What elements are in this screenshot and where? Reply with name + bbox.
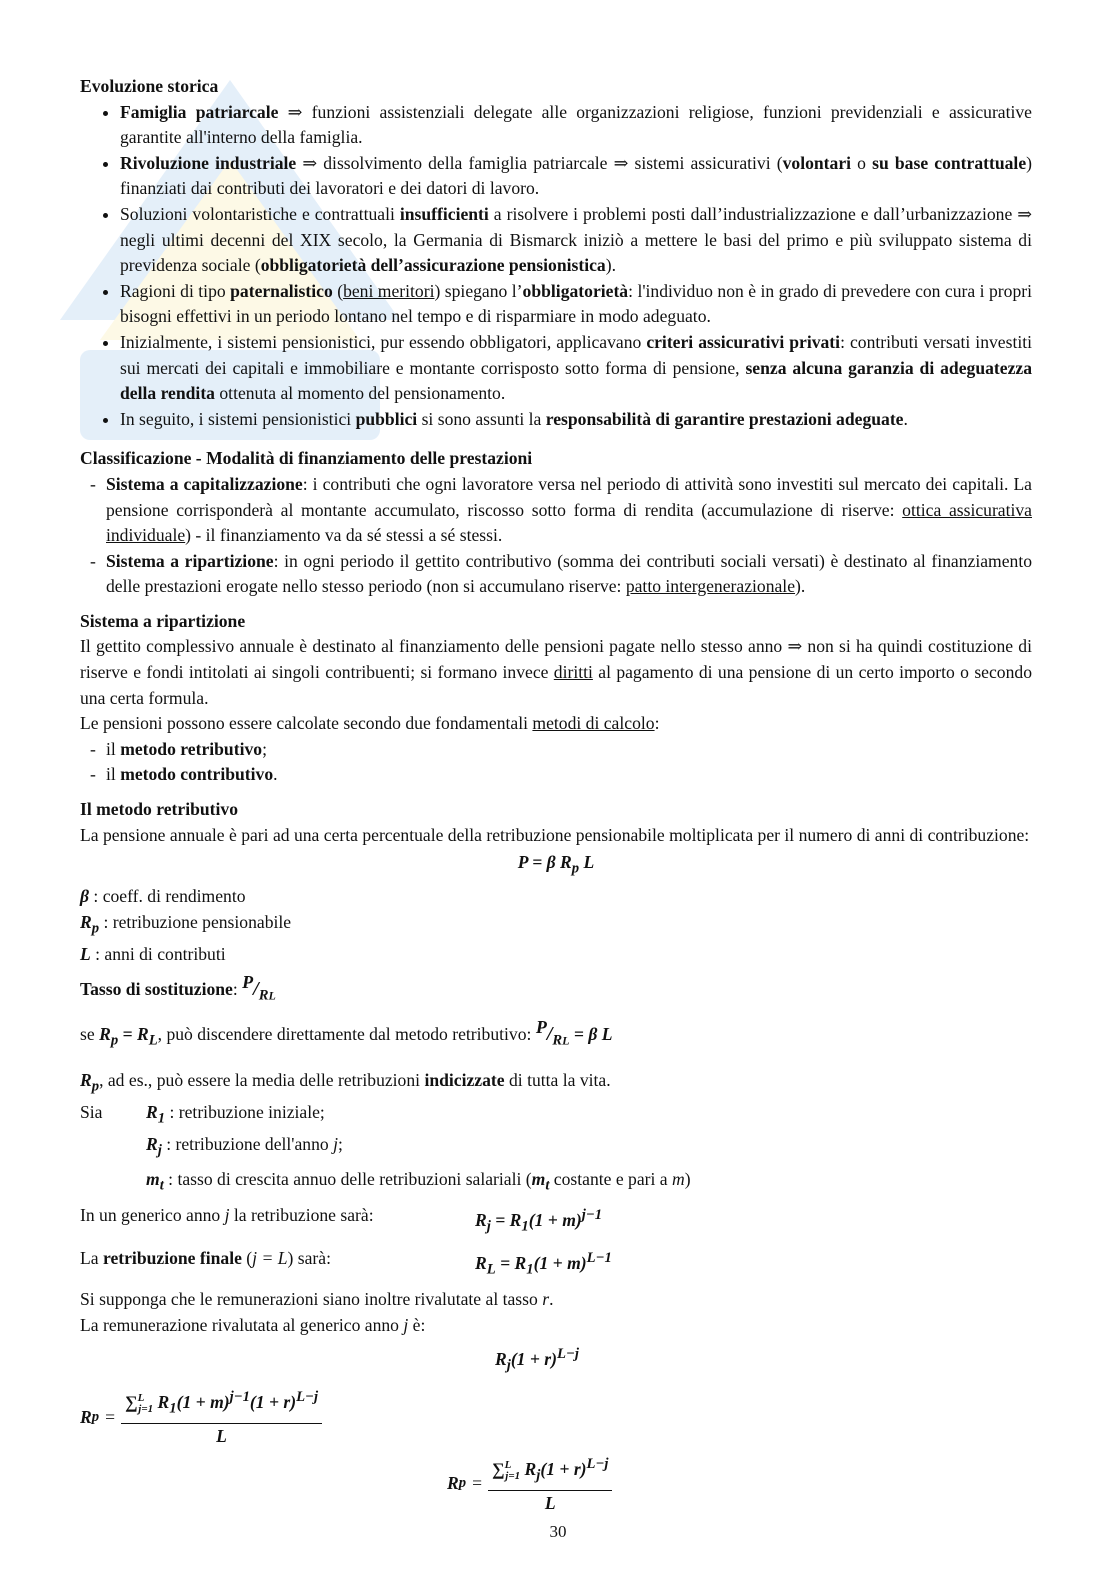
document-body — [80, 74, 1032, 1516]
fraction: $\frac{\sum^L_{j=1} R_1(1 + m)^{j-1}(1 + r)^{L-j}}{L}$ — [121, 1385, 322, 1450]
list-item: - Sistema a ripartizione: in ogni periodo il gettito contributivo (somma dei contributi sociali versati) è destinato al finanziamento delle prestazioni erogate nello stesso periodo (non si accumulano riserve: patto intergenerazionale). — [90, 550, 1033, 597]
section-title-ripartizione: Sistema a ripartizione — [80, 610, 246, 631]
paragraph-rivalutazione: Si supponga che le remunerazioni siano inoltre rivalutate al tasso r. — [80, 1288, 554, 1309]
list-item: - il metodo retributivo; — [90, 738, 267, 759]
list-item: • Ragioni di tipo paternalistico (beni meritori) spiegano l’obbligatorietà: l'individuo non è in grado di prevedere con cura i propri bisogni effettivi in un periodo lontano nel tempo e di risparmiare in modo adeguato. — [120, 279, 1032, 330]
list-item: - il metodo contributivo. — [90, 764, 278, 785]
generico-text: In un generico anno j la retribuzione sarà: — [80, 1205, 374, 1225]
paragraph-intro: La pensione annuale è pari ad una certa percentuale della retribuzione pensionabile moltiplicata per il numero di anni di contribuzione: — [80, 824, 1030, 845]
dash-list-classificazione — [80, 472, 1032, 600]
sia-label: Sia — [80, 1101, 103, 1122]
finale-text: La retribuzione finale (j = L) sarà: — [80, 1247, 331, 1268]
definition-rj: $R_j$ : retribuzione dell'anno j; — [146, 1133, 343, 1159]
bullet-list-evoluzione — [80, 100, 1032, 433]
list-item: - Sistema a capitalizzazione: i contributi che ogni lavoratore versa nel periodo di attività sono investiti sul mercato dei capitali. La pensione corrisponderà al montante accumulato, riscosso sotto forma di rendita (accumulazione di riserve: ottica assicurativa individuale) - il finanziamento va da sé stessi a sé stessi. — [90, 473, 1032, 546]
section-title-metodo-retributivo: Il metodo retributivo — [80, 799, 239, 820]
generico-row — [80, 1203, 1032, 1240]
list-item: • Inizialmente, i sistemi pensionistici, pur essendo obbligatori, applicavano criteri assicurativi privati: contributi versati investiti sui mercati dei capitali e immobiliare e montante corrisposto sotto forma di pensione, senza alcuna garanzia di adeguatezza della rendita ottenuta al momento del pensionamento. — [120, 330, 1032, 407]
list-item: • In seguito, i sistemi pensionistici pubblici si sono assunti la responsabilità di garantire prestazioni adeguate. — [120, 407, 1032, 433]
fraction: $\frac{\sum^L_{j=1} R_j(1 + r)^{L-j}}{L}$ — [488, 1452, 612, 1517]
page-number: 30 — [549, 1522, 567, 1541]
definition-l: L : anni di contributi — [80, 944, 226, 965]
equation-rp-full: R p = $\frac{\sum^L_{j=1} R_1(1 + m)^{j-1}(1 + r)^{L-j}}{L}$ — [80, 1385, 1032, 1450]
equation-rp-compact: R p = $\frac{\sum^L_{j=1} R_j(1 + r)^{L-j}}{L}$ — [447, 1452, 1032, 1517]
section-title-classificazione: Classificazione - Modalità di finanziamento delle prestazioni — [80, 448, 533, 469]
paragraph-rivalutata: La remunerazione rivalutata al generico anno j è: — [80, 1314, 426, 1335]
dash-list-metodi — [80, 737, 1032, 788]
finale-row — [80, 1246, 1032, 1283]
definition-r1: $R_1$ : retribuzione iniziale; — [146, 1101, 325, 1127]
paragraph-ripartizione: Il gettito complessivo annuale è destinato al finanziamento delle pensioni pagate nello stesso anno ⇒ non si ha quindi costituzione di riserve e fondi intitolati ai singoli contribuenti; si formano invece diritti al pagamento di una pensione di un certo importo o secondo una certa formula. — [80, 636, 1032, 708]
sia-definitions — [80, 1100, 1032, 1199]
definition-beta: β : coeff. di rendimento — [80, 886, 246, 907]
se-rp-rl: se $R_p = R_L$, può discendere direttamente dal metodo retributivo: $^P/_{RL} = \beta$ L — [80, 1016, 613, 1048]
paragraph-media: $R_p$, ad es., può essere la media delle retribuzioni indicizzate di tutta la vita. — [80, 1069, 611, 1095]
list-item: • Famiglia patriarcale ⇒ funzioni assistenziali delegate alle organizzazioni religiose, funzioni previdenziali e assicurative garantite all'interno della famiglia. — [120, 100, 1032, 151]
finale-equation: $R_L = R_1(1 + m)^{L-1}$ — [475, 1249, 612, 1278]
section-title-evoluzione: Evoluzione storica — [80, 76, 219, 96]
sia-items — [146, 1100, 691, 1199]
list-item: • Rivoluzione industriale ⇒ dissolvimento della famiglia patriarcale ⇒ sistemi assicurativi (volontari o su base contrattuale) finanziati dai contributi dei lavoratori e dei datori di lavoro. — [120, 151, 1032, 202]
tasso-sostituzione: Tasso di sostituzione: $^P/_{RL}$ — [80, 971, 276, 1003]
definition-mt: $m_t$ : tasso di crescita annuo delle retribuzioni salariali ($m_t$ costante e pari a m) — [146, 1168, 691, 1194]
list-item: • Soluzioni volontaristiche e contrattuali insufficienti a risolvere i problemi posti dall’industrializzazione e dall’urbanizzazione ⇒ negli ultimi decenni del XIX secolo, la Germania di Bismarck iniziò a mettere le basi del primo e più sviluppato sistema di previdenza sociale (obbligatorietà dell’assicurazione pensionistica). — [120, 202, 1032, 279]
equation-pension: P = β $R_p$ L — [517, 852, 595, 877]
equation-rj-rivalutata: $R_j(1 + r)^{L-j}$ — [495, 1346, 579, 1374]
paragraph-metodi: Le pensioni possono essere calcolate secondo due fondamentali metodi di calcolo: — [80, 713, 660, 734]
definition-rp: $R_p$ : retribuzione pensionabile — [80, 911, 292, 937]
generico-equation: $R_j = R_1(1 + m)^{j-1}$ — [475, 1207, 603, 1235]
